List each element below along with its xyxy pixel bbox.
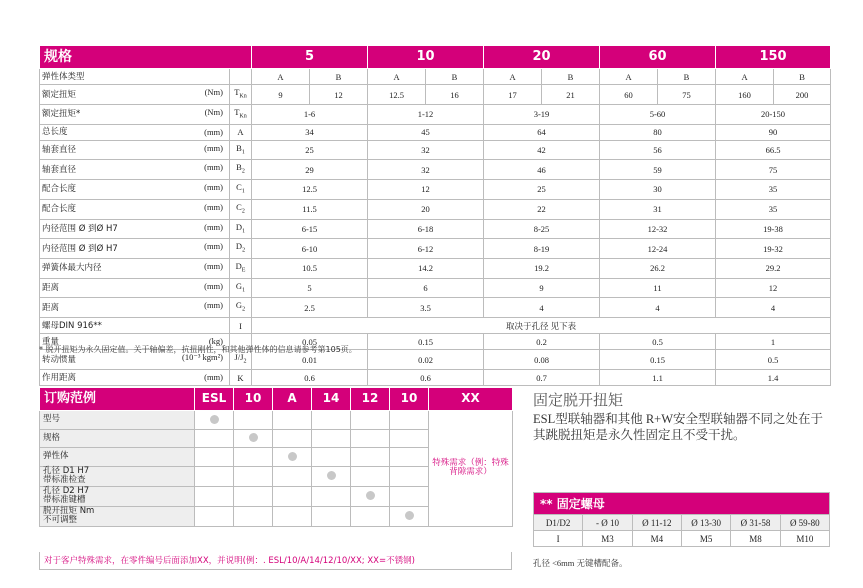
row-label: [40, 239, 230, 259]
spec-cell: 0.7: [484, 370, 600, 386]
row-label: [40, 180, 230, 200]
spec-cell: A: [484, 69, 542, 85]
spec-cell: B: [426, 69, 484, 85]
size-header: 10: [368, 46, 484, 69]
screw-header-cell: - Ø 10: [583, 515, 632, 531]
order-row-label: 孔径 D1 H7 带标准检查: [40, 466, 195, 486]
order-code-header: 14: [312, 388, 351, 411]
row-unit: (kg): [208, 336, 223, 347]
screw-cell: M5: [681, 531, 730, 547]
spec-row: [40, 104, 831, 124]
spec-cell: 0.5: [600, 334, 716, 350]
row-symbol: $B_2$: [230, 160, 252, 180]
screw-header-cell: Ø 31-58: [731, 515, 780, 531]
row-label: [40, 317, 230, 333]
order-code-header: 10: [234, 388, 273, 411]
selection-dot-icon: [288, 452, 297, 461]
spec-cell: 4: [716, 298, 831, 318]
spec-cell: B: [542, 69, 600, 85]
spec-cell: 6-10: [252, 239, 368, 259]
spec-cell: 1.1: [600, 370, 716, 386]
order-cell: [195, 411, 234, 430]
order-cell: [234, 506, 273, 526]
screw-header-cell: Ø 59-80: [780, 515, 829, 531]
spec-row: [40, 239, 831, 259]
screw-table: [533, 492, 830, 547]
order-cell: [273, 486, 312, 506]
spec-row: [40, 258, 831, 278]
spec-cell: A: [716, 69, 774, 85]
spec-cell: 17: [484, 85, 542, 105]
row-label-text: 配合长度: [42, 184, 77, 195]
row-label-text: 额定扭矩: [42, 89, 77, 100]
row-label-text: 弹性体类型: [42, 71, 85, 82]
spec-cell: 56: [600, 140, 716, 160]
row-label: [40, 199, 230, 219]
order-cell: [312, 411, 351, 430]
order-cell: [390, 506, 429, 526]
row-symbol: $D_2$: [230, 239, 252, 259]
row-label: [40, 370, 230, 386]
row-label-text: 配合长度: [42, 204, 77, 215]
spec-cell: 8-25: [484, 219, 600, 239]
order-cell: [351, 506, 390, 526]
spec-cell: 60: [600, 85, 658, 105]
row-unit: (mm): [204, 221, 223, 232]
screw-cell: M4: [632, 531, 681, 547]
spec-cell: 66.5: [716, 140, 831, 160]
order-cell: [351, 411, 390, 430]
order-cell: [273, 429, 312, 448]
screw-header-cell: Ø 13-30: [681, 515, 730, 531]
row-symbol: $G_2$: [230, 298, 252, 318]
spec-cell: 0.02: [368, 350, 484, 370]
spec-cell: 26.2: [600, 258, 716, 278]
order-cell: [390, 466, 429, 486]
selection-dot-icon: [405, 511, 414, 520]
row-symbol-sub: 2: [243, 359, 247, 365]
spec-cell: 25: [484, 180, 600, 200]
row-label-text: 额定扭矩*: [42, 109, 81, 120]
row-symbol-sub: 1: [242, 228, 246, 235]
screw-header-cell: D1/D2: [534, 515, 583, 531]
spec-cell: 12: [716, 278, 831, 298]
order-cell: [312, 506, 351, 526]
spec-cell: 35: [716, 199, 831, 219]
order-row-label: 规格: [40, 429, 195, 448]
order-cell: [390, 411, 429, 430]
spec-cell: 11.5: [252, 199, 368, 219]
row-unit: (mm): [204, 162, 223, 173]
spec-cell: 0.08: [484, 350, 600, 370]
row-symbol: $T_{Kn}$: [230, 104, 252, 124]
spec-row: [40, 85, 831, 105]
order-cell: [273, 411, 312, 430]
spec-cell: 200: [774, 85, 831, 105]
spec-row: [40, 140, 831, 160]
spec-cell: 19.2: [484, 258, 600, 278]
row-label-text: 螺母DIN 916**: [42, 320, 102, 331]
spec-row: [40, 317, 831, 333]
row-symbol-sub: 2: [241, 169, 245, 176]
spec-cell: 0.6: [368, 370, 484, 386]
row-unit: (mm): [204, 201, 223, 212]
row-label-text: 距离: [42, 282, 60, 293]
spec-cell: 5: [252, 278, 368, 298]
spec-table: [39, 45, 831, 386]
spec-cell: 5-60: [600, 104, 716, 124]
spec-cell: 64: [484, 124, 600, 140]
spec-cell: 1.4: [716, 370, 831, 386]
spec-cell: 12-32: [600, 219, 716, 239]
row-label-text: 轴套直径: [42, 145, 77, 156]
spec-cell: 34: [252, 124, 368, 140]
size-header: 20: [484, 46, 600, 69]
row-label: [40, 104, 230, 124]
row-symbol: $C_1$: [230, 180, 252, 200]
row-unit: (Nm): [204, 106, 223, 117]
order-cell: [195, 466, 234, 486]
spec-cell: 3-19: [484, 104, 600, 124]
spec-cell: 12: [310, 85, 368, 105]
spec-cell: 2.5: [252, 298, 368, 318]
spec-cell: 19-38: [716, 219, 831, 239]
spec-cell: 35: [716, 180, 831, 200]
size-header: 60: [600, 46, 716, 69]
spec-cell: 1-12: [368, 104, 484, 124]
spec-row: [40, 219, 831, 239]
order-row-label: 孔径 D2 H7 带标准键槽: [40, 486, 195, 506]
selection-dot-icon: [249, 433, 258, 442]
spec-cell: 21: [542, 85, 600, 105]
row-unit: (mm): [204, 142, 223, 153]
spec-cell: 1: [716, 334, 831, 350]
spec-cell: 0.15: [600, 350, 716, 370]
order-cell: [234, 466, 273, 486]
row-label-text: 总长度: [42, 127, 68, 138]
row-symbol-sub: 1: [241, 188, 245, 195]
spec-cell: 59: [600, 160, 716, 180]
order-cell: [312, 429, 351, 448]
spec-cell: 20-150: [716, 104, 831, 124]
row-symbol-sub: E: [241, 267, 246, 274]
spec-cell: 80: [600, 124, 716, 140]
row-symbol: $T_{Kn}$: [230, 85, 252, 105]
row-unit: (mm): [204, 260, 223, 271]
screw-cell: M3: [583, 531, 632, 547]
selection-dot-icon: [366, 491, 375, 500]
spec-cell: 取决于孔径 见下表: [252, 317, 831, 333]
spec-cell: 75: [658, 85, 716, 105]
order-cell: [390, 486, 429, 506]
row-label-text: 内径范围 Ø 到Ø H7: [42, 223, 118, 234]
spec-cell: 6-12: [368, 239, 484, 259]
order-cell: [195, 506, 234, 526]
spec-cell: 12.5: [252, 180, 368, 200]
order-cell: [273, 506, 312, 526]
spec-cell: 1-6: [252, 104, 368, 124]
spec-cell: A: [368, 69, 426, 85]
spec-cell: 0.05: [252, 334, 368, 350]
order-cell: [234, 486, 273, 506]
spec-cell: 6: [368, 278, 484, 298]
row-unit: (mm): [204, 241, 223, 252]
row-label-text: 内径范围 Ø 到Ø H7: [42, 243, 118, 254]
screw-note: 孔径 <6mm 无键槽配备。: [533, 558, 628, 568]
spec-cell: 4: [484, 298, 600, 318]
selection-dot-icon: [210, 415, 219, 424]
spec-cell: 9: [484, 278, 600, 298]
spec-cell: 0.15: [368, 334, 484, 350]
row-symbol-sub: 2: [241, 208, 245, 215]
xx-note: 特殊需求（例：特殊背隙需求）: [429, 411, 513, 527]
row-label-text: 轴套直径: [42, 164, 77, 175]
order-cell: [312, 466, 351, 486]
row-label-text: 距离: [42, 302, 60, 313]
order-cell: [195, 448, 234, 467]
row-label-text: 弹簧体最大内径: [42, 263, 102, 274]
spec-cell: 12-24: [600, 239, 716, 259]
row-symbol-sub: Kn: [239, 113, 247, 120]
row-unit: (Nm): [204, 87, 223, 98]
spec-cell: 20: [368, 199, 484, 219]
row-label: [40, 298, 230, 318]
row-unit: (mm): [204, 126, 223, 137]
spec-cell: 75: [716, 160, 831, 180]
row-unit: (mm): [204, 372, 223, 382]
order-code-header: 10: [390, 388, 429, 411]
fixed-torque-title: 固定脱开扭矩: [533, 391, 624, 409]
spec-row: [40, 278, 831, 298]
order-row-label: 型号: [40, 411, 195, 430]
order-table: [39, 387, 513, 527]
row-symbol: A: [230, 124, 252, 140]
row-symbol-sub: 2: [242, 247, 246, 254]
row-label: [40, 85, 230, 105]
spec-title: 规格: [40, 46, 252, 69]
row-unit: (10⁻³ kgm²): [182, 352, 223, 363]
order-cell: [273, 448, 312, 467]
screw-header-cell: Ø 11-12: [632, 515, 681, 531]
spec-cell: 160: [716, 85, 774, 105]
spec-row: [40, 180, 831, 200]
row-symbol: $C_2$: [230, 199, 252, 219]
row-label-text: 转动惯量: [42, 354, 77, 365]
row-symbol: $D_1$: [230, 219, 252, 239]
order-row: [40, 411, 513, 430]
spec-cell: 25: [252, 140, 368, 160]
row-symbol-sub: 1: [242, 287, 246, 294]
spec-cell: 0.01: [252, 350, 368, 370]
row-label: [40, 219, 230, 239]
order-row-label: 弹性体: [40, 448, 195, 467]
order-cell: [273, 466, 312, 486]
spec-row: [40, 370, 831, 386]
row-label: [40, 160, 230, 180]
order-cell: [234, 411, 273, 430]
spec-cell: 8-19: [484, 239, 600, 259]
row-unit: (mm): [204, 280, 223, 291]
row-label: [40, 140, 230, 160]
row-symbol-sub: Kn: [239, 93, 247, 100]
row-label: [40, 278, 230, 298]
order-cell: [195, 486, 234, 506]
order-cell: [390, 448, 429, 467]
spec-cell: 46: [484, 160, 600, 180]
order-cell: [351, 466, 390, 486]
fixed-torque-body: ESL型联轴器和其他 R+W安全型联轴器不同之处在于其跳脱扭矩是永久性固定且不受干扰。: [533, 412, 824, 442]
spec-cell: B: [310, 69, 368, 85]
spec-row: [40, 199, 831, 219]
spec-cell: 16: [426, 85, 484, 105]
order-cell: [390, 429, 429, 448]
row-label-text: 作用距离: [42, 372, 77, 383]
order-cell: [312, 448, 351, 467]
spec-cell: 12: [368, 180, 484, 200]
screw-cell: M8: [731, 531, 780, 547]
order-title: 订购范例: [40, 388, 195, 411]
row-symbol: $B_1$: [230, 140, 252, 160]
spec-cell: 4: [600, 298, 716, 318]
order-code-header: XX: [429, 388, 513, 411]
spec-cell: A: [252, 69, 310, 85]
row-label-text: 重量: [42, 336, 60, 347]
row-unit: (mm): [204, 182, 223, 193]
spec-row: [40, 124, 831, 140]
row-label: [40, 124, 230, 140]
spec-cell: 29: [252, 160, 368, 180]
spec-cell: B: [658, 69, 716, 85]
spec-cell: B: [774, 69, 831, 85]
spec-cell: 0.5: [716, 350, 831, 370]
spec-cell: 45: [368, 124, 484, 140]
spec-cell: 32: [368, 140, 484, 160]
spec-cell: 31: [600, 199, 716, 219]
spec-cell: 6-15: [252, 219, 368, 239]
spec-row: [40, 298, 831, 318]
order-cell: [234, 448, 273, 467]
spec-cell: 30: [600, 180, 716, 200]
spec-cell: 3.5: [368, 298, 484, 318]
order-code-header: ESL: [195, 388, 234, 411]
spec-cell: 10.5: [252, 258, 368, 278]
screw-cell: I: [534, 531, 583, 547]
spec-footnote: * 脱开扭矩为永久固定值。关于轴偏差，抗扭刚性，和其他弹性体的信息请参考第105页。: [39, 345, 357, 354]
order-cell: [351, 486, 390, 506]
row-symbol: $D_E$: [230, 258, 252, 278]
screw-cell: M10: [780, 531, 829, 547]
row-symbol: $J/J_2$: [230, 350, 252, 370]
selection-dot-icon: [327, 471, 336, 480]
spec-cell: 0.6: [252, 370, 368, 386]
screw-table-title: ** 固定螺母: [534, 493, 830, 515]
order-cell: [195, 429, 234, 448]
order-code-header: A: [273, 388, 312, 411]
spec-cell: 32: [368, 160, 484, 180]
row-label: [40, 69, 230, 85]
spec-cell: 90: [716, 124, 831, 140]
order-cell: [234, 429, 273, 448]
order-cell: [351, 448, 390, 467]
size-header: 150: [716, 46, 831, 69]
row-symbol: I: [230, 317, 252, 333]
spec-cell: 6-18: [368, 219, 484, 239]
order-code-header: 12: [351, 388, 390, 411]
order-footnote: 对于客户特殊需求，在零件编号后面添加XX，并说明(例：. ESL/10/A/14/12/10/XX; XX=不锈钢): [39, 552, 512, 570]
spec-row: [40, 69, 831, 85]
order-cell: [312, 486, 351, 506]
spec-cell: 42: [484, 140, 600, 160]
spec-cell: 14.2: [368, 258, 484, 278]
order-cell: [351, 429, 390, 448]
row-symbol-sub: 1: [241, 149, 245, 156]
order-row-label: 脱开扭矩 Nm 不可调整: [40, 506, 195, 526]
spec-cell: 29.2: [716, 258, 831, 278]
spec-row: [40, 160, 831, 180]
spec-cell: 9: [252, 85, 310, 105]
row-symbol: $G_1$: [230, 278, 252, 298]
row-symbol: [230, 69, 252, 85]
spec-cell: 22: [484, 199, 600, 219]
row-label: [40, 258, 230, 278]
spec-cell: A: [600, 69, 658, 85]
spec-cell: 19-32: [716, 239, 831, 259]
row-symbol: K: [230, 370, 252, 386]
spec-cell: 0.2: [484, 334, 600, 350]
size-header: 5: [252, 46, 368, 69]
row-unit: (mm): [204, 300, 223, 311]
row-symbol-sub: 2: [242, 306, 246, 313]
spec-cell: 12.5: [368, 85, 426, 105]
spec-cell: 11: [600, 278, 716, 298]
